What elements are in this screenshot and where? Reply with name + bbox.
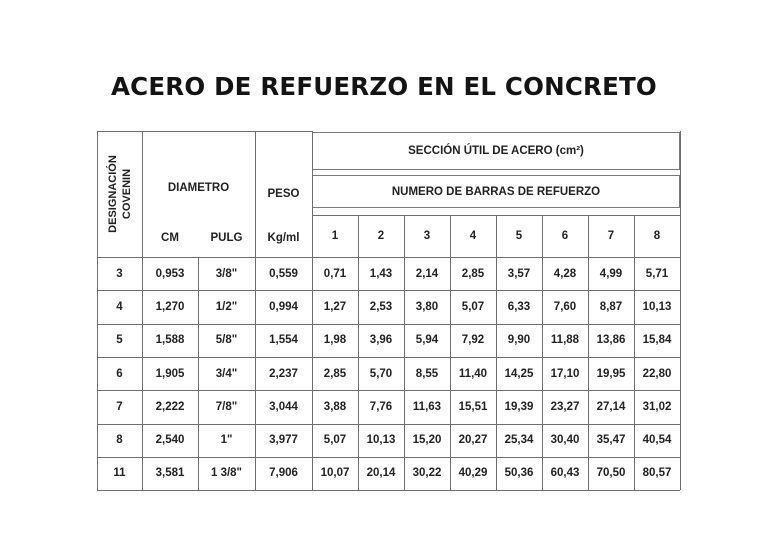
sub-header-pulg: PULG — [210, 232, 243, 244]
row-cm: 0,953 — [155, 267, 185, 280]
row-value: 11,63 — [412, 400, 442, 413]
row-value: 0,71 — [323, 267, 347, 280]
row-pulg: 3/4" — [215, 367, 238, 380]
col-line — [496, 215, 497, 490]
row-peso: 0,559 — [269, 267, 298, 280]
designacion-line2: COVENIN — [120, 168, 133, 220]
row-designacion: 3 — [116, 267, 123, 280]
row-value: 1,98 — [323, 334, 347, 347]
row-value: 30,40 — [550, 434, 580, 447]
row-value: 80,57 — [642, 467, 672, 480]
row-value: 4,99 — [599, 267, 623, 280]
row-pulg: 1/2" — [215, 300, 238, 313]
row-value: 2,85 — [461, 267, 485, 280]
row-value: 17,10 — [550, 367, 580, 380]
row-designacion: 5 — [116, 334, 123, 347]
diametro-header: DIAMETRO — [167, 182, 230, 194]
row-designacion: 8 — [116, 434, 123, 447]
row-designacion: 7 — [116, 400, 123, 413]
col-line — [255, 131, 256, 490]
row-line — [97, 424, 680, 425]
row-value: 7,76 — [369, 400, 393, 413]
row-pulg: 3/8" — [215, 267, 238, 280]
row-value: 9,90 — [507, 334, 531, 347]
row-value: 70,50 — [596, 467, 626, 480]
bar-count-top-line — [312, 215, 680, 216]
table-left-border — [97, 131, 98, 490]
row-value: 4,28 — [553, 267, 577, 280]
row-value: 35,47 — [596, 434, 626, 447]
row-peso: 3,044 — [269, 400, 298, 413]
row-cm: 1,905 — [155, 367, 185, 380]
row-value: 27,14 — [596, 400, 626, 413]
bar-count-header: 3 — [423, 230, 431, 242]
row-value: 5,94 — [415, 334, 439, 347]
designacion-header — [97, 131, 142, 257]
row-designacion: 6 — [116, 367, 123, 380]
row-value: 22,80 — [642, 367, 672, 380]
row-value: 25,34 — [504, 434, 534, 447]
row-value: 10,07 — [320, 467, 350, 480]
row-pulg: 1 3/8" — [210, 467, 243, 480]
row-value: 50,36 — [504, 467, 534, 480]
row-value: 3,57 — [507, 267, 531, 280]
row-value: 20,27 — [458, 434, 488, 447]
table-top-border — [97, 131, 312, 132]
rebar-table — [97, 131, 685, 490]
row-value: 20,14 — [366, 467, 396, 480]
row-value: 2,14 — [415, 267, 439, 280]
col-line — [198, 257, 199, 490]
row-value: 14,25 — [504, 367, 534, 380]
row-value: 1,43 — [369, 267, 393, 280]
row-value: 11,40 — [458, 367, 488, 380]
col-line — [634, 215, 635, 490]
col-line — [358, 215, 359, 490]
designacion-label — [106, 155, 134, 233]
row-value: 5,70 — [369, 367, 393, 380]
row-value: 23,27 — [550, 400, 580, 413]
peso-header: PESO — [267, 188, 300, 200]
row-value: 2,53 — [369, 300, 393, 313]
row-value: 10,13 — [366, 434, 396, 447]
row-peso: 1,554 — [269, 334, 298, 347]
bar-count-header: 5 — [515, 230, 523, 242]
row-value: 15,51 — [458, 400, 488, 413]
table-right-border — [680, 131, 681, 490]
row-line — [97, 457, 680, 458]
row-value: 7,92 — [461, 334, 485, 347]
row-value: 15,84 — [642, 334, 672, 347]
row-cm: 2,222 — [155, 400, 185, 413]
row-pulg: 1" — [220, 434, 233, 447]
row-value: 19,39 — [504, 400, 534, 413]
row-line — [97, 390, 680, 391]
row-value: 5,07 — [323, 434, 347, 447]
row-value: 1,27 — [323, 300, 347, 313]
row-cm: 3,581 — [155, 467, 185, 480]
col-line — [142, 131, 143, 490]
col-line — [542, 215, 543, 490]
row-value: 8,87 — [599, 300, 623, 313]
row-value: 30,22 — [412, 467, 442, 480]
row-value: 5,07 — [461, 300, 485, 313]
row-value: 7,60 — [553, 300, 577, 313]
row-value: 60,43 — [550, 467, 580, 480]
col-line — [450, 215, 451, 490]
bar-count-header: 4 — [469, 230, 477, 242]
designacion-line1: DESIGNACIÓN — [106, 155, 119, 233]
row-value: 11,88 — [550, 334, 580, 347]
row-value: 3,80 — [415, 300, 439, 313]
row-pulg: 7/8" — [215, 400, 238, 413]
row-cm: 1,588 — [155, 334, 185, 347]
row-value: 13,86 — [596, 334, 626, 347]
row-value: 2,85 — [323, 367, 347, 380]
header-bottom-line — [97, 257, 680, 258]
page-title: ACERO DE REFUERZO EN EL CONCRETO — [111, 72, 657, 101]
row-value: 40,54 — [642, 434, 672, 447]
bar-count-header: 6 — [561, 230, 569, 242]
row-line — [97, 490, 680, 491]
seccion-header: SECCIÓN ÚTIL DE ACERO (cm²) — [312, 132, 680, 170]
row-cm: 2,540 — [155, 434, 185, 447]
row-value: 6,33 — [507, 300, 531, 313]
row-value: 31,02 — [642, 400, 672, 413]
row-value: 10,13 — [642, 300, 672, 313]
row-line — [97, 324, 680, 325]
row-line — [97, 357, 680, 358]
row-value: 19,95 — [596, 367, 626, 380]
row-peso: 2,237 — [269, 367, 298, 380]
row-designacion: 4 — [116, 300, 123, 313]
numero-barras-header: NUMERO DE BARRAS DE REFUERZO — [312, 175, 680, 208]
row-line — [97, 290, 680, 291]
bar-count-header: 1 — [331, 230, 339, 242]
col-line — [312, 131, 313, 490]
row-value: 3,88 — [323, 400, 347, 413]
bar-count-header: 2 — [377, 230, 385, 242]
row-value: 40,29 — [458, 467, 488, 480]
row-peso: 0,994 — [269, 300, 298, 313]
bar-count-header: 7 — [607, 230, 615, 242]
row-designacion: 11 — [113, 467, 126, 480]
row-peso: 7,906 — [269, 467, 298, 480]
row-value: 5,71 — [645, 267, 669, 280]
row-peso: 3,977 — [269, 434, 298, 447]
col-line — [404, 215, 405, 490]
sub-header-cm: CM — [161, 232, 179, 244]
row-value: 8,55 — [415, 367, 439, 380]
col-line — [588, 215, 589, 490]
row-pulg: 5/8" — [215, 334, 238, 347]
bar-count-header: 8 — [653, 230, 661, 242]
sub-header-kgml: Kg/ml — [267, 232, 300, 244]
row-value: 3,96 — [369, 334, 393, 347]
row-value: 15,20 — [412, 434, 442, 447]
row-cm: 1,270 — [155, 300, 185, 313]
